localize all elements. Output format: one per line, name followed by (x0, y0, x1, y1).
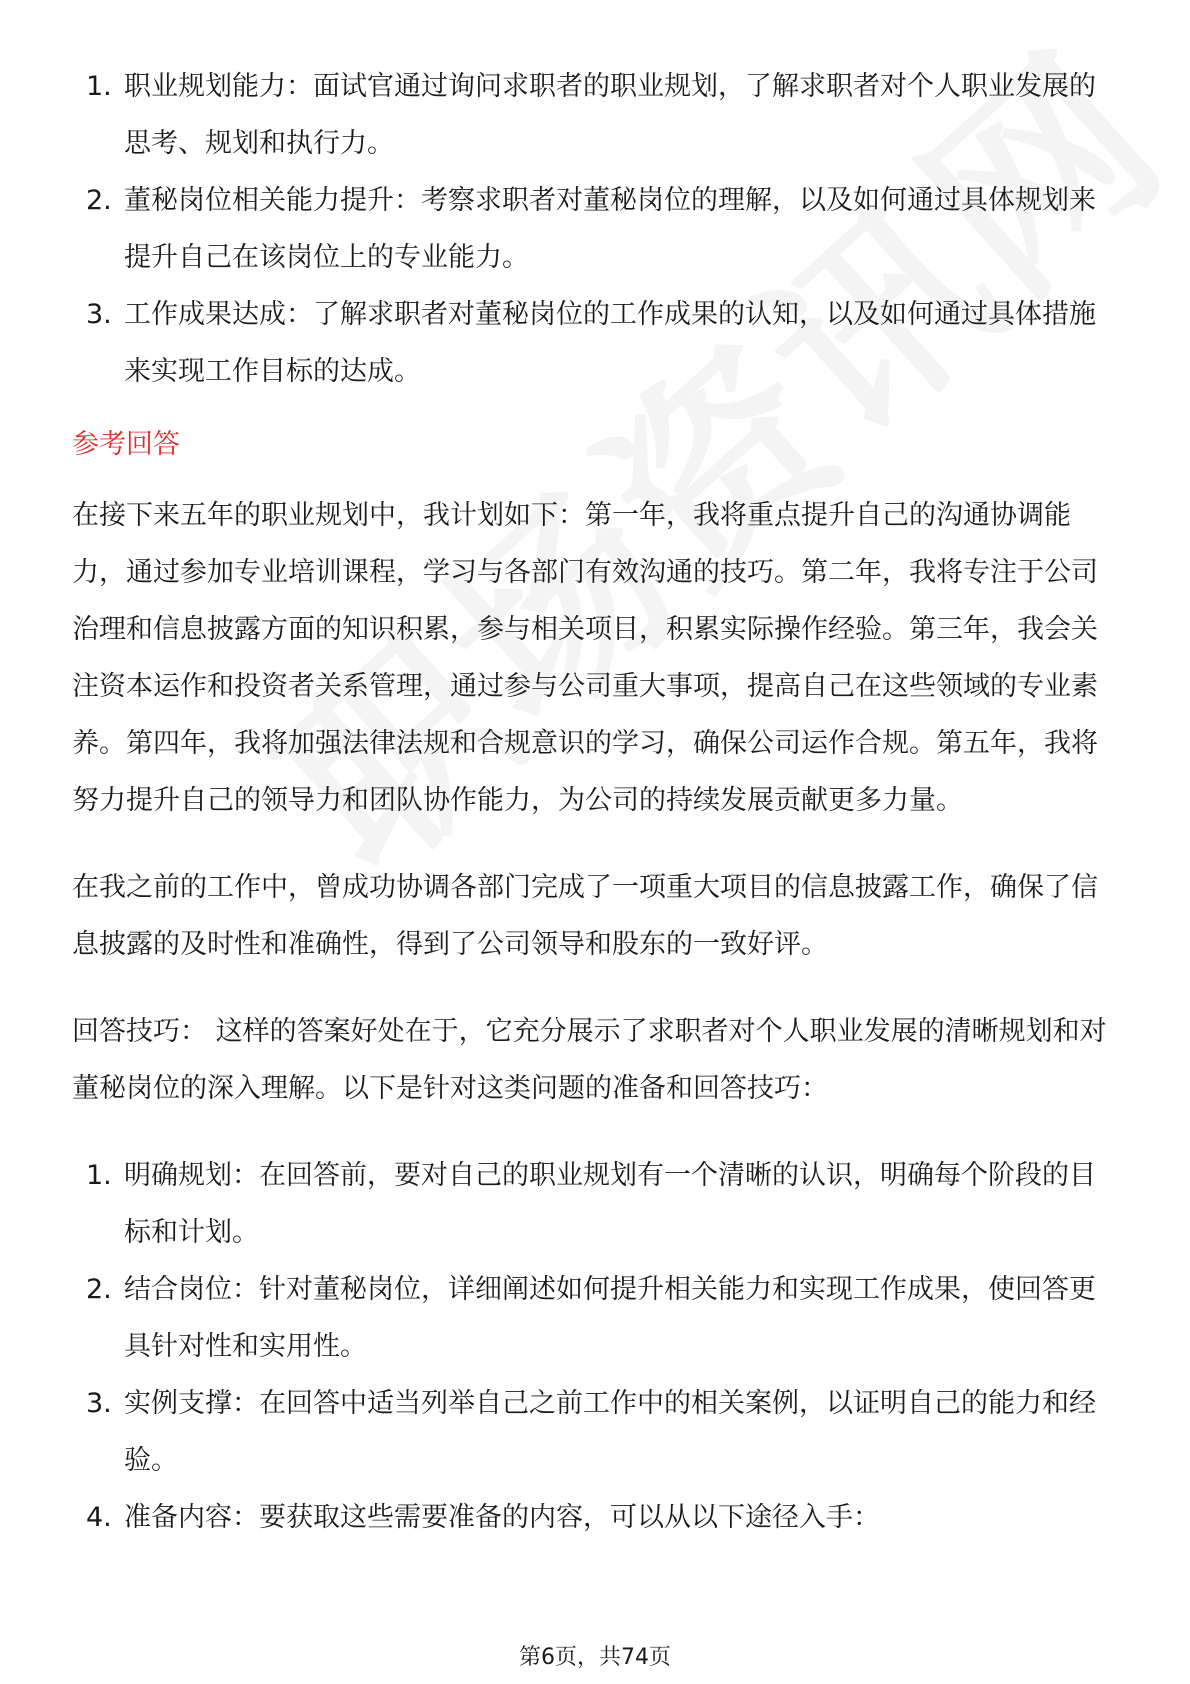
list-item-text: 准备内容：要获取这些需要准备的内容，可以从以下途径入手： (124, 1502, 880, 1533)
list-item-text: 职业规划能力：面试官通过询问求职者的职业规划，了解求职者对个人职业发展的思考、规划和执行力。 (124, 71, 1096, 159)
evaluation-criteria-list (72, 58, 1122, 400)
list-item-number: 1. (86, 1160, 112, 1191)
list-item-text: 工作成果达成：了解求职者对董秘岗位的工作成果的认知，以及如何通过具体措施来实现工作目标的达成。 (124, 299, 1096, 387)
list-item (72, 1261, 1122, 1375)
list-item (72, 1489, 1122, 1546)
list-item-number: 2. (86, 1274, 112, 1305)
list-item-number: 1. (86, 71, 112, 102)
section-heading: 参考回答 (72, 429, 180, 460)
list-item-number: 2. (86, 185, 112, 216)
tips-intro-paragraph: 回答技巧： 这样的答案好处在于，它充分展示了求职者对个人职业发展的清晰规划和对董秘岗位的深入理解。以下是针对这类问题的准备和回答技巧： (72, 1016, 1107, 1104)
list-item (72, 58, 1122, 172)
list-item (72, 1375, 1122, 1489)
tips-list (72, 1147, 1122, 1546)
list-item (72, 286, 1122, 400)
list-item-text: 结合岗位：针对董秘岗位，详细阐述如何提升相关能力和实现工作成果，使回答更具针对性和实用性。 (124, 1274, 1096, 1362)
list-item-number: 3. (86, 299, 112, 330)
list-item-number: 3. (86, 1388, 112, 1419)
list-item-text: 董秘岗位相关能力提升：考察求职者对董秘岗位的理解，以及如何通过具体规划来提升自己在该岗位上的专业能力。 (124, 185, 1096, 273)
list-item-number: 4. (86, 1502, 112, 1533)
list-item (72, 172, 1122, 286)
answer-paragraph: 在接下来五年的职业规划中，我计划如下：第一年，我将重点提升自己的沟通协调能力，通过参加专业培训课程，学习与各部门有效沟通的技巧。第二年，我将专注于公司治理和信息披露方面的知识积累，参与相关项目，积累实际操作经验。第三年，我会关注资本运作和投资者关系管理，通过参与公司重大事项，提高自己在这些领域的专业素养。第四年，我将加强法律法规和合规意识的学习，确保公司运作合规。第五年，我将努力提升自己的领导力和团队协作能力，为公司的持续发展贡献更多力量。 (72, 500, 1098, 816)
list-item-text: 实例支撑：在回答中适当列举自己之前工作中的相关案例，以证明自己的能力和经验。 (124, 1388, 1096, 1476)
list-item (72, 1147, 1122, 1261)
list-item-text: 明确规划：在回答前，要对自己的职业规划有一个清晰的认识，明确每个阶段的目标和计划。 (124, 1160, 1096, 1248)
page-content (72, 58, 1122, 1546)
answer-paragraph: 在我之前的工作中，曾成功协调各部门完成了一项重大项目的信息披露工作，确保了信息披露的及时性和准确性，得到了公司领导和股东的一致好评。 (72, 872, 1098, 960)
page-number-footer: 第6页，共74页 (519, 1645, 671, 1670)
